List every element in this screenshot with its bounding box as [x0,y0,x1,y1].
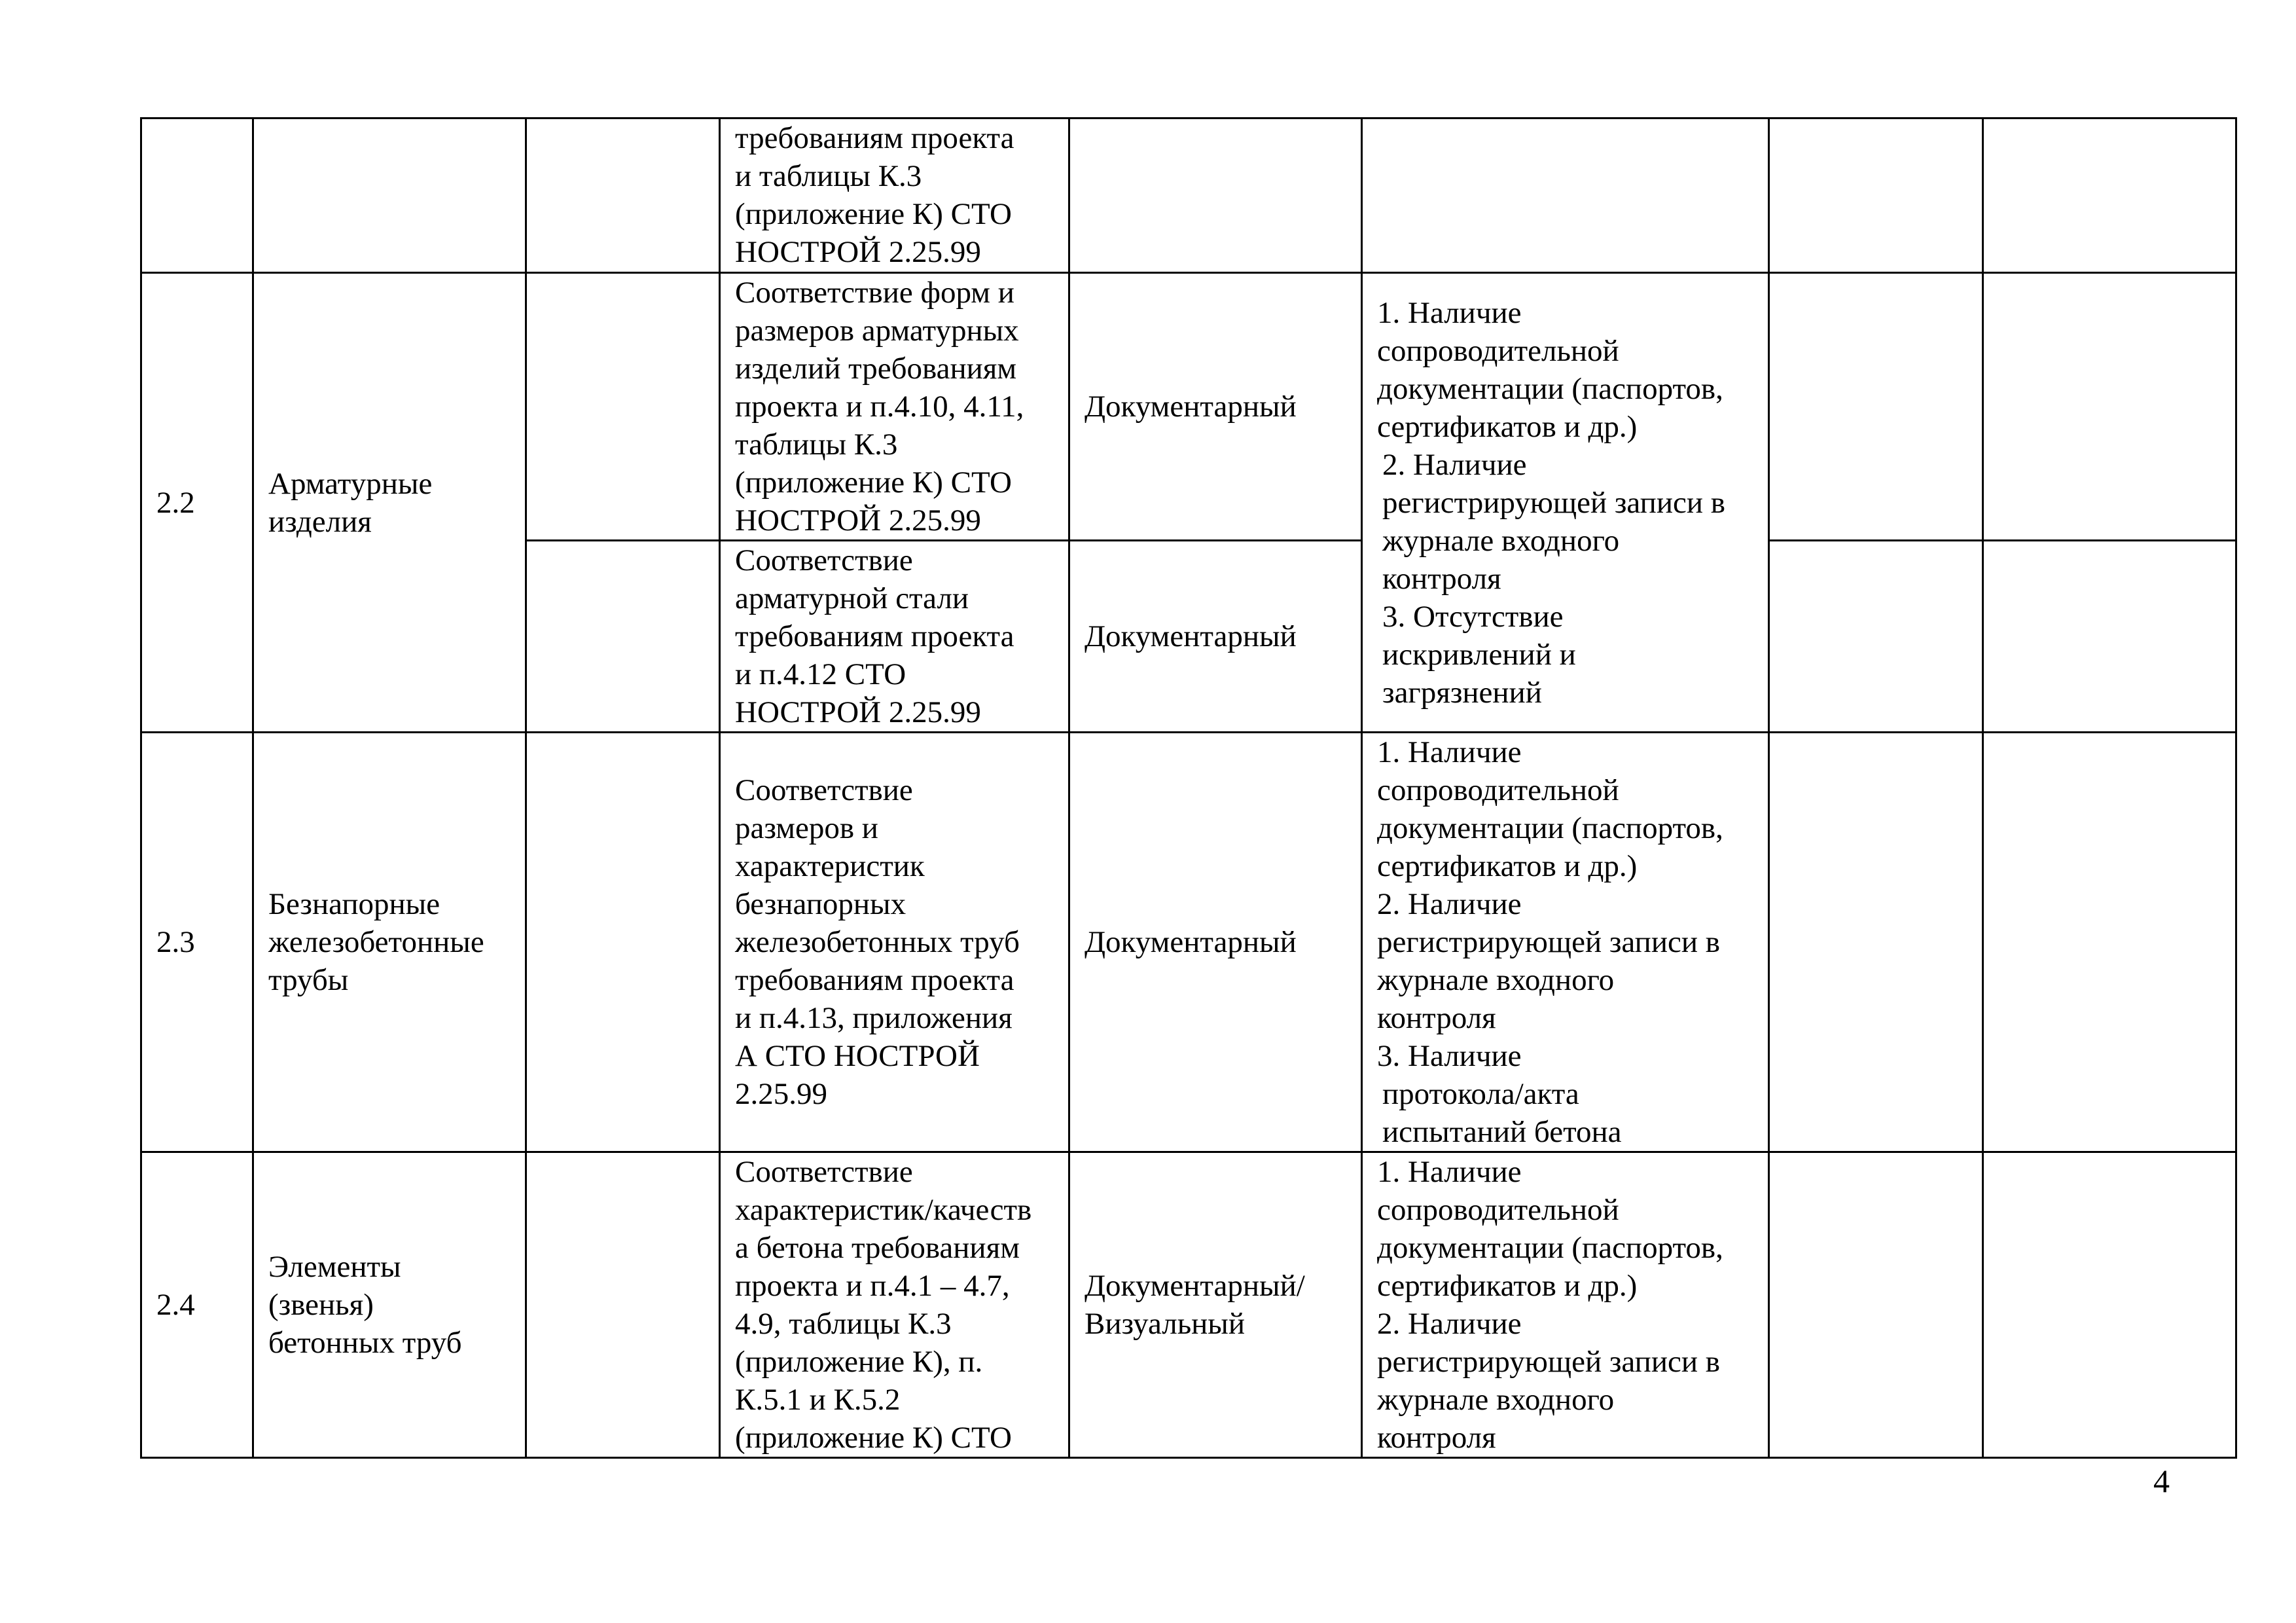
text-line: Соответствие форм и [735,276,1014,310]
text-line: Элементы [268,1250,401,1284]
cell-empty [526,1152,720,1458]
cell-number: 2.3 [141,733,253,1152]
text-line: (звенья) [268,1288,374,1322]
text-line: 3. Наличие [1377,1039,1522,1073]
text-line: документации (паспортов, [1377,1231,1723,1265]
cell-empty [1983,1152,2236,1458]
text-line: таблицы К.3 [735,428,898,462]
text-line: проекта и п.4.1 – 4.7, [735,1269,1010,1303]
cell-empty [1983,733,2236,1152]
cell-criteria [720,541,1069,733]
text-line: искривлений и [1382,637,1576,672]
cell-criteria [720,1152,1069,1458]
cell-empty [526,119,720,273]
text-line: сертификатов и др.) [1377,1269,1638,1303]
cell-name [253,119,526,273]
text-line: требованиям проекта [735,963,1014,997]
text-line: Соответствие [735,543,913,577]
text-line: регистрирующей записи в [1377,1345,1720,1379]
cell-name [253,1152,526,1458]
cell-empty [1983,273,2236,541]
text-line: бетонных труб [268,1326,462,1360]
text-line: А СТО НОСТРОЙ [735,1039,980,1073]
cell-empty [526,733,720,1152]
text-line: Арматурные [268,466,433,501]
text-line: Визуальный [1085,1307,1246,1341]
text-line: проекта и п.4.10, 4.11, [735,390,1024,424]
text-line: документации (паспортов, [1377,811,1723,845]
cell-empty [1769,273,1983,541]
page-number: 4 [2153,1463,2170,1499]
inspection-table [140,117,2237,1459]
text-line: характеристик/качеств [735,1193,1032,1227]
cell-requirements [1362,733,1769,1152]
text-line: 2. Наличие [1377,887,1522,921]
cell-method [1069,541,1362,733]
cell-name [253,733,526,1152]
cell-method [1069,273,1362,541]
text-line: Соответствие [735,773,913,807]
text-line: железобетонные [268,925,484,959]
cell-requirements [1362,1152,1769,1458]
text-line: Соответствие [735,1155,913,1189]
text-line: и таблицы К.3 [735,159,922,193]
cell-number: 2.2 [141,273,253,733]
text-line: протокола/акта [1382,1077,1579,1111]
cell-criteria [720,733,1069,1152]
text-line: требованиям проекта [735,619,1014,653]
table-row [141,733,2236,1152]
cell-criteria [720,273,1069,541]
text-line: и п.4.13, приложения [735,1001,1013,1035]
text-line: сопроводительной [1377,1193,1619,1227]
text-line: Документарный [1085,619,1297,653]
text-line: железобетонных труб [735,925,1020,959]
text-line: трубы [268,963,349,997]
text-line: безнапорных [735,887,906,921]
table-row [141,1152,2236,1458]
cell-criteria [720,119,1069,273]
text-line: сопроводительной [1377,773,1619,807]
cell-empty [1983,119,2236,273]
cell-method [1069,1152,1362,1458]
text-line: арматурной стали [735,581,969,615]
text-line: 1. Наличие [1377,735,1522,769]
text-line: сертификатов и др.) [1377,849,1638,883]
text-line: Документарный/ [1085,1269,1305,1303]
table-row [141,273,2236,541]
cell-method [1069,119,1362,273]
text-line: (приложение К) СТО [735,197,1012,231]
text-line: НОСТРОЙ 2.25.99 [735,235,981,269]
text-line: документации (паспортов, [1377,371,1723,406]
text-line: загрязнений [1382,675,1542,710]
text-line: размеров арматурных [735,314,1019,348]
text-line: 2.25.99 [735,1077,827,1111]
text-line: 4.9, таблицы К.3 [735,1307,952,1341]
text-line: Документарный [1085,925,1297,959]
table-row [141,119,2236,273]
cell-empty [1983,541,2236,733]
text-line: испытаний бетона [1382,1115,1622,1149]
text-line: журнале входного [1382,523,1620,558]
cell-requirements [1362,273,1769,733]
text-line: Безнапорные [268,887,440,921]
text-line: регистрирующей записи в [1382,485,1725,520]
text-line: контроля [1377,1001,1496,1035]
text-line: требованиям проекта [735,121,1014,155]
cell-name [253,273,526,733]
text-line: 2. Наличие [1382,447,1527,482]
text-line: сопроводительной [1377,333,1619,368]
text-line: журнале входного [1377,1383,1615,1417]
text-line: изделий требованиям [735,352,1017,386]
cell-number [141,119,253,273]
text-line: (приложение К) СТО [735,465,1012,500]
text-line: контроля [1377,1421,1496,1455]
text-line: (приложение К), п. [735,1345,983,1379]
text-line: 1. Наличие [1377,1155,1522,1189]
text-line: характеристик [735,849,925,883]
text-line: журнале входного [1377,963,1615,997]
text-line: К.5.1 и К.5.2 [735,1383,901,1417]
cell-empty [526,273,720,541]
cell-empty [1769,119,1983,273]
text-line: изделия [268,504,372,539]
text-line: НОСТРОЙ 2.25.99 [735,695,981,729]
text-line: регистрирующей записи в [1377,925,1720,959]
text-line: а бетона требованиям [735,1231,1020,1265]
text-line: Документарный [1085,390,1297,424]
text-line: НОСТРОЙ 2.25.99 [735,503,981,538]
text-line: и п.4.12 СТО [735,657,906,691]
text-line: 2. Наличие [1377,1307,1522,1341]
text-line: (приложение К) СТО [735,1421,1012,1455]
cell-method [1069,733,1362,1152]
cell-empty [1769,541,1983,733]
text-line: 3. Отсутствие [1382,599,1564,634]
text-line: 1. Наличие [1377,295,1522,330]
cell-requirements [1362,119,1769,273]
text-line: контроля [1382,561,1501,596]
text-line: сертификатов и др.) [1377,409,1638,444]
cell-number: 2.4 [141,1152,253,1458]
text-line: размеров и [735,811,878,845]
cell-empty [1769,733,1983,1152]
cell-empty [1769,1152,1983,1458]
cell-empty [526,541,720,733]
